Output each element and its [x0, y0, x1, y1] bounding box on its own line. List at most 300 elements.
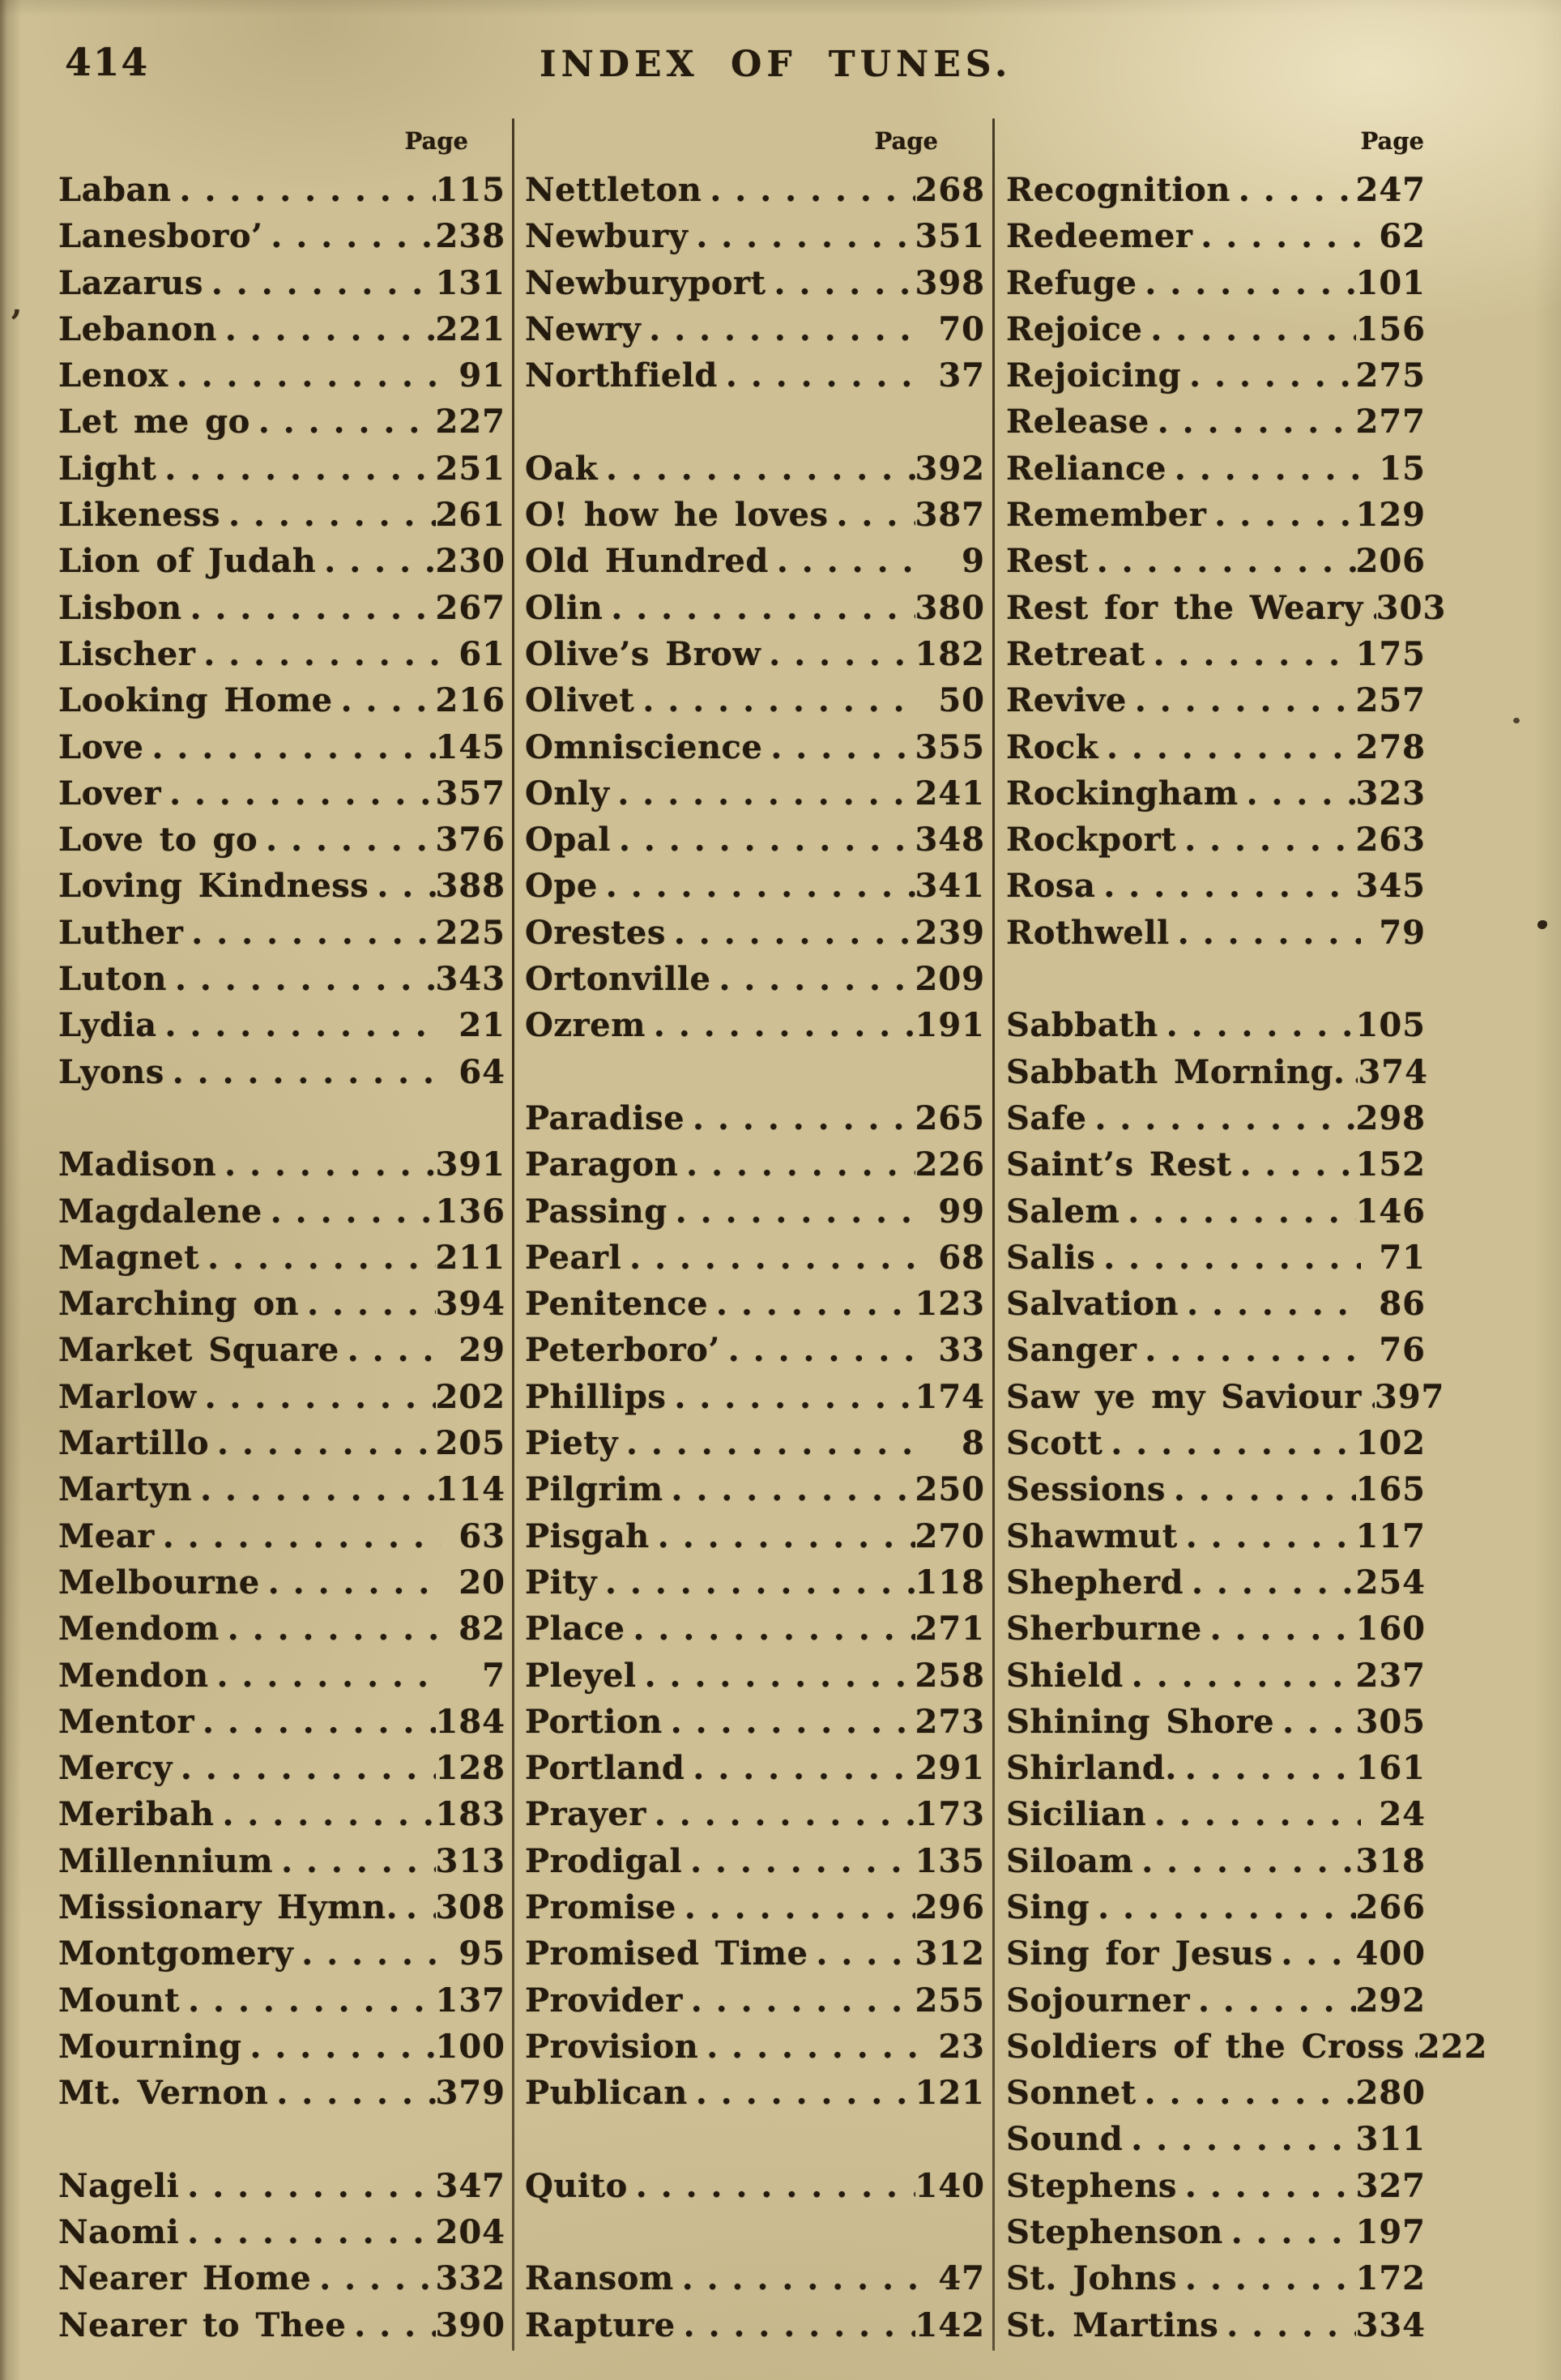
dot-leader	[1181, 352, 1355, 399]
tune-page-number: 50	[938, 681, 985, 720]
index-entry	[525, 260, 985, 306]
tune-page-number: 313	[435, 1841, 505, 1880]
tune-name: Salvation	[1006, 1285, 1179, 1324]
tune-page-number: 266	[1355, 1887, 1426, 1926]
dot-leader	[1363, 585, 1376, 631]
index-entry	[1006, 1281, 1426, 1327]
tune-page-number: 400	[1355, 1934, 1426, 1973]
dot-leader	[646, 1002, 915, 1048]
tune-name: Salem	[1006, 1192, 1120, 1231]
tune-name: Mentor	[58, 1702, 195, 1741]
dot-leader	[688, 213, 915, 259]
tune-page-number: 121	[915, 2074, 985, 2113]
index-entry	[1006, 910, 1426, 956]
tune-name: Marlow	[58, 1377, 197, 1416]
index-entry	[525, 1745, 985, 1791]
tune-name: Paradise	[525, 1098, 685, 1137]
index-entry	[58, 585, 505, 631]
tune-page-number: 191	[915, 1006, 985, 1045]
index-entry	[58, 1745, 505, 1791]
tune-name: Love	[58, 727, 144, 766]
tune-name: Prayer	[525, 1795, 646, 1834]
index-entry	[525, 1281, 985, 1327]
tune-name: Scott	[1006, 1424, 1103, 1463]
index-entry	[1006, 399, 1426, 445]
tune-page-number: 341	[915, 867, 985, 906]
tune-name: Opal	[525, 821, 611, 859]
index-entry	[58, 1699, 505, 1745]
dot-leader	[603, 585, 915, 631]
index-entry	[58, 770, 505, 817]
tune-page-number: 263	[1355, 821, 1426, 859]
tune-name: Piety	[525, 1424, 618, 1463]
tune-page-number: 237	[1355, 1656, 1426, 1695]
index-entry	[58, 167, 505, 213]
index-entry	[525, 1002, 985, 1048]
dot-leader	[161, 770, 435, 817]
dot-leader	[1190, 1977, 1356, 2024]
tune-name: Stephenson	[1006, 2213, 1223, 2252]
tune-name: Magdalene	[58, 1192, 262, 1231]
dot-leader	[1345, 1049, 1358, 1095]
index-entry	[1006, 1699, 1426, 1745]
tune-page-number: 131	[435, 263, 505, 302]
index-entry	[58, 956, 505, 1002]
index-entry	[58, 1002, 505, 1048]
dot-leader	[258, 817, 435, 863]
tune-name: Shepherd	[1006, 1563, 1184, 1602]
tune-name: Nageli	[58, 2166, 180, 2205]
page-title: INDEX OF TUNES.	[540, 44, 1013, 85]
index-entry	[525, 1466, 985, 1512]
tune-name: Sessions	[1006, 1470, 1166, 1509]
index-entry	[58, 2070, 505, 2116]
index-entry	[525, 2163, 985, 2209]
tune-name: Mourning	[58, 2027, 242, 2066]
tune-page-number: 206	[1355, 542, 1426, 581]
dot-leader	[663, 1466, 915, 1512]
index-entry	[1006, 1977, 1426, 2024]
tune-name: Pearl	[525, 1238, 622, 1277]
dot-leader	[1124, 1653, 1356, 1699]
index-entry	[1006, 585, 1447, 631]
index-entry	[58, 1049, 505, 1095]
dot-leader	[611, 817, 915, 863]
tune-page-number: 117	[1355, 1516, 1426, 1555]
tune-name: Rejoicing	[1006, 356, 1182, 395]
dot-leader	[685, 1095, 915, 1141]
tune-page-number: 129	[1355, 496, 1426, 535]
tune-page-number: 197	[1355, 2213, 1426, 2252]
dot-leader	[762, 724, 915, 770]
column-header-page: Page	[404, 127, 468, 155]
index-entry	[58, 213, 505, 259]
dot-leader	[1103, 1420, 1355, 1466]
ink-speck	[1538, 920, 1547, 929]
tune-page-number: 101	[1355, 263, 1426, 302]
index-entry	[525, 1188, 985, 1235]
index-entry	[58, 677, 505, 723]
tune-page-number: 9	[962, 542, 985, 581]
dot-leader	[829, 492, 915, 538]
dot-leader	[1095, 863, 1355, 909]
tune-page-number: 174	[915, 1377, 985, 1416]
index-entry	[58, 2209, 505, 2255]
tune-page-number: 221	[435, 309, 505, 348]
tune-name: Nearer to Thee	[58, 2305, 347, 2344]
tune-page-number: 15	[1379, 449, 1426, 488]
tune-page-number: 225	[435, 913, 505, 952]
dot-leader	[1179, 1281, 1361, 1327]
tune-name: Stephens	[1006, 2166, 1177, 2205]
dot-leader	[164, 1049, 441, 1095]
tune-name: Release	[1006, 403, 1149, 441]
tune-page-number: 211	[435, 1238, 505, 1277]
tune-page-number: 318	[1355, 1841, 1426, 1880]
tune-page-number: 152	[1355, 1145, 1426, 1184]
dot-leader	[1273, 1930, 1355, 1977]
tune-name: Martyn	[58, 1470, 193, 1509]
dot-leader	[676, 1884, 915, 1930]
index-entry	[58, 1977, 505, 2024]
tune-name: Old Hundred	[525, 542, 769, 581]
tune-page-number: 79	[1379, 913, 1426, 952]
tune-page-number: 265	[915, 1098, 985, 1137]
tune-name: Mercy	[58, 1749, 173, 1788]
index-entry	[525, 1699, 985, 1745]
tune-name: Omniscience	[525, 727, 763, 766]
dot-leader	[1362, 1374, 1375, 1420]
index-entry	[525, 1420, 985, 1466]
index-entry	[58, 1884, 505, 1930]
tune-page-number: 183	[435, 1795, 505, 1834]
tune-page-number: 254	[1355, 1563, 1426, 1602]
index-entry	[58, 352, 505, 399]
dot-leader	[1232, 1141, 1356, 1188]
dot-leader	[1086, 1095, 1355, 1141]
dot-leader	[667, 1188, 920, 1235]
dot-leader	[609, 770, 915, 817]
tune-name: Rockingham	[1006, 774, 1239, 813]
tune-name: Magnet	[58, 1238, 200, 1277]
tune-page-number: 165	[1355, 1470, 1426, 1509]
tune-name: Lion of Judah	[58, 542, 317, 581]
dot-leader	[1120, 1188, 1355, 1235]
index-entry	[58, 306, 505, 352]
dot-leader	[1177, 2163, 1356, 2209]
dot-leader	[260, 1559, 441, 1606]
tune-page-number: 292	[1355, 1981, 1426, 2020]
tune-name: Reliance	[1006, 449, 1166, 488]
index-entry	[1006, 1745, 1426, 1791]
tune-name: Lebanon	[58, 309, 217, 348]
index-entry	[58, 2163, 505, 2209]
tune-page-number: 33	[938, 1331, 985, 1370]
tune-name: Lover	[58, 774, 162, 813]
tune-name: Paragon	[525, 1145, 679, 1184]
index-entry	[1006, 2255, 1426, 2301]
tune-name: Redeemer	[1006, 217, 1193, 256]
tune-page-number: 343	[435, 960, 505, 999]
dot-leader	[214, 1791, 435, 1837]
tune-name: Sonnet	[1006, 2074, 1137, 2113]
tune-page-number: 182	[915, 634, 985, 673]
index-entry	[1006, 538, 1426, 584]
dot-leader	[1178, 1513, 1356, 1559]
dot-leader	[311, 2255, 435, 2301]
index-entry	[1006, 352, 1426, 399]
index-entry	[525, 492, 985, 538]
tune-page-number: 273	[915, 1702, 985, 1741]
tune-name: Rest	[1006, 542, 1089, 581]
ink-speck: ,	[11, 285, 23, 322]
dot-leader	[666, 1374, 915, 1420]
dot-leader	[268, 2070, 435, 2116]
tune-name: Lischer	[58, 634, 196, 673]
tune-page-number: 257	[1355, 681, 1426, 720]
index-entry	[58, 446, 505, 492]
tune-name: Rejoice	[1006, 309, 1143, 348]
index-entry	[525, 446, 985, 492]
tune-page-number: 258	[915, 1656, 985, 1695]
tune-page-number: 29	[458, 1331, 505, 1370]
tune-page-number: 145	[435, 727, 505, 766]
index-entry	[58, 631, 505, 677]
dot-leader	[1090, 1884, 1355, 1930]
index-entry	[525, 1559, 985, 1606]
tune-page-number: 255	[915, 1981, 985, 2020]
tune-name: Lanesboro’	[58, 217, 263, 256]
tune-name: Sicilian	[1006, 1795, 1147, 1834]
index-entry	[525, 910, 985, 956]
tune-page-number: 23	[938, 2027, 985, 2066]
tune-page-number: 82	[458, 1610, 505, 1649]
tune-name: Rockport	[1006, 821, 1177, 859]
dot-leader	[168, 352, 441, 399]
dot-leader	[398, 1884, 436, 1930]
tune-name: Sound	[1006, 2120, 1124, 2159]
tune-name: Pleyel	[525, 1656, 637, 1695]
index-entry	[58, 1374, 505, 1420]
tune-name: Shawmut	[1006, 1516, 1178, 1555]
index-entry	[1006, 213, 1426, 259]
dot-leader	[621, 1235, 920, 1281]
dot-leader	[683, 1977, 915, 2024]
index-entry	[58, 2302, 505, 2348]
index-entry	[1006, 1606, 1426, 1652]
index-entry	[58, 1606, 505, 1652]
tune-page-number: 332	[435, 2259, 505, 2298]
tune-name: Olivet	[525, 681, 635, 720]
dot-leader	[641, 306, 920, 352]
tune-name: Rest for the Weary	[1006, 588, 1363, 627]
tune-page-number: 303	[1375, 588, 1447, 627]
index-entry	[1006, 817, 1426, 863]
index-entry	[58, 1235, 505, 1281]
dot-leader	[1218, 2302, 1355, 2348]
tune-page-number: 128	[435, 1749, 505, 1788]
tune-name: Quito	[525, 2166, 628, 2205]
tune-name: Looking Home	[58, 681, 333, 720]
dot-leader	[180, 1977, 435, 2024]
tune-name: Rapture	[525, 2305, 676, 2344]
index-entry	[58, 1466, 505, 1512]
dot-leader	[209, 1420, 435, 1466]
tune-page-number: 345	[1355, 867, 1426, 906]
tune-name: Recognition	[1006, 171, 1230, 209]
tune-name: Rothwell	[1006, 913, 1170, 952]
tune-page-number: 156	[1355, 309, 1426, 348]
index-entry	[58, 863, 505, 909]
tune-page-number: 160	[1355, 1610, 1426, 1649]
index-entry	[525, 1374, 985, 1420]
tune-page-number: 247	[1355, 171, 1426, 209]
dot-leader	[766, 260, 915, 306]
dot-leader	[1176, 817, 1355, 863]
tune-name: Ransom	[525, 2259, 674, 2298]
tune-name: Shining Shore	[1006, 1702, 1275, 1741]
index-entry	[1006, 2070, 1426, 2116]
tune-page-number: 277	[1355, 403, 1426, 441]
index-entry	[1006, 677, 1426, 723]
dot-leader	[710, 956, 915, 1002]
index-entry	[525, 1513, 985, 1559]
index-entry	[58, 1559, 505, 1606]
tune-name: Refuge	[1006, 263, 1137, 302]
tune-name: Lazarus	[58, 263, 203, 302]
tune-page-number: 202	[435, 1377, 505, 1416]
tune-name: Sherburne	[1006, 1610, 1202, 1649]
tune-page-number: 115	[435, 171, 505, 209]
index-entry	[525, 956, 985, 1002]
tune-page-number: 86	[1379, 1285, 1426, 1324]
index-entry	[58, 1188, 505, 1235]
dot-leader	[678, 1141, 915, 1188]
dot-leader	[209, 1653, 441, 1699]
tune-page-number: 99	[938, 1192, 985, 1231]
dot-leader	[688, 2070, 915, 2116]
tune-name: Mendon	[58, 1656, 209, 1695]
tune-name: Sing for Jesus	[1006, 1934, 1273, 1973]
tune-name: Sabbath	[1006, 1006, 1158, 1045]
index-entry	[58, 399, 505, 445]
dot-leader	[173, 1745, 436, 1791]
index-entry	[1006, 1327, 1426, 1373]
dot-leader	[183, 910, 435, 956]
dot-leader	[179, 2163, 435, 2209]
tune-page-number: 173	[915, 1795, 985, 1834]
tune-page-number: 387	[915, 496, 985, 535]
tune-name: Phillips	[525, 1377, 667, 1416]
index-entry	[525, 306, 985, 352]
tune-name: Remember	[1006, 496, 1207, 535]
tune-name: Meribah	[58, 1795, 215, 1834]
dot-leader	[262, 1188, 436, 1235]
tune-page-number: 135	[915, 1841, 985, 1880]
tune-page-number: 305	[1355, 1702, 1426, 1741]
tune-name: Montgomery	[58, 1934, 294, 1973]
index-spacer	[58, 1095, 505, 1141]
tune-name: Passing	[525, 1192, 667, 1231]
dot-leader	[197, 1374, 436, 1420]
dot-leader	[1158, 1002, 1356, 1048]
tune-name: Nettleton	[525, 171, 702, 209]
tune-page-number: 355	[915, 727, 985, 766]
tune-page-number: 280	[1355, 2074, 1426, 2113]
dot-leader	[1223, 2209, 1356, 2255]
tune-name: Sabbath Morning.	[1006, 1052, 1346, 1091]
tune-name: Light	[58, 449, 157, 488]
tune-name: Lenox	[58, 356, 168, 395]
dot-leader	[1239, 770, 1356, 817]
tune-page-number: 296	[915, 1887, 985, 1926]
dot-leader	[293, 1930, 441, 1977]
index-entry	[58, 724, 505, 770]
tune-page-number: 241	[915, 774, 985, 813]
index-entry	[1006, 1791, 1426, 1837]
tune-page-number: 123	[915, 1285, 985, 1324]
tune-name: Market Square	[58, 1331, 339, 1370]
index-entry	[1006, 1374, 1445, 1420]
tune-page-number: 271	[915, 1610, 985, 1649]
tune-name: Prodigal	[525, 1841, 683, 1880]
tune-page-number: 146	[1355, 1192, 1426, 1231]
tune-name: Provision	[525, 2027, 699, 2066]
dot-leader	[663, 1699, 915, 1745]
ink-speck	[1513, 718, 1520, 723]
index-entry	[1006, 724, 1426, 770]
index-entry	[525, 1977, 985, 2024]
index-column-2	[525, 115, 985, 2348]
dot-leader	[682, 1838, 915, 1884]
tune-page-number: 70	[938, 309, 985, 348]
tune-page-number: 95	[458, 1934, 505, 1973]
index-entry	[58, 2024, 505, 2070]
tune-name: Safe	[1006, 1098, 1087, 1137]
tune-page-number: 24	[1379, 1795, 1426, 1834]
dot-leader	[1184, 1559, 1356, 1606]
tune-page-number: 140	[915, 2166, 985, 2205]
index-entry	[525, 1791, 985, 1837]
tune-name: Newry	[525, 309, 642, 348]
tune-page-number: 209	[915, 960, 985, 999]
dot-leader	[217, 306, 436, 352]
dot-leader	[250, 399, 436, 445]
index-entry	[1006, 770, 1426, 817]
index-entry	[58, 260, 505, 306]
tune-name: Lisbon	[58, 588, 182, 627]
tune-name: Ortonville	[525, 960, 711, 999]
index-entry	[1006, 1002, 1426, 1048]
index-column-1	[58, 115, 505, 2348]
index-entry	[525, 724, 985, 770]
index-entry	[58, 1513, 505, 1559]
tune-page-number: 392	[915, 449, 985, 488]
index-entry	[1006, 2302, 1426, 2348]
tune-page-number: 100	[435, 2027, 505, 2066]
tune-page-number: 275	[1355, 356, 1426, 395]
tune-page-number: 21	[458, 1006, 505, 1045]
dot-leader	[1206, 492, 1355, 538]
tune-page-number: 311	[1355, 2120, 1426, 2159]
tune-page-number: 398	[915, 263, 985, 302]
dot-leader	[346, 2302, 435, 2348]
tune-page-number: 64	[458, 1052, 505, 1091]
tune-page-number: 391	[435, 1145, 505, 1184]
tune-name: Oak	[525, 449, 598, 488]
tune-page-number: 205	[435, 1424, 505, 1463]
dot-leader	[676, 2302, 915, 2348]
